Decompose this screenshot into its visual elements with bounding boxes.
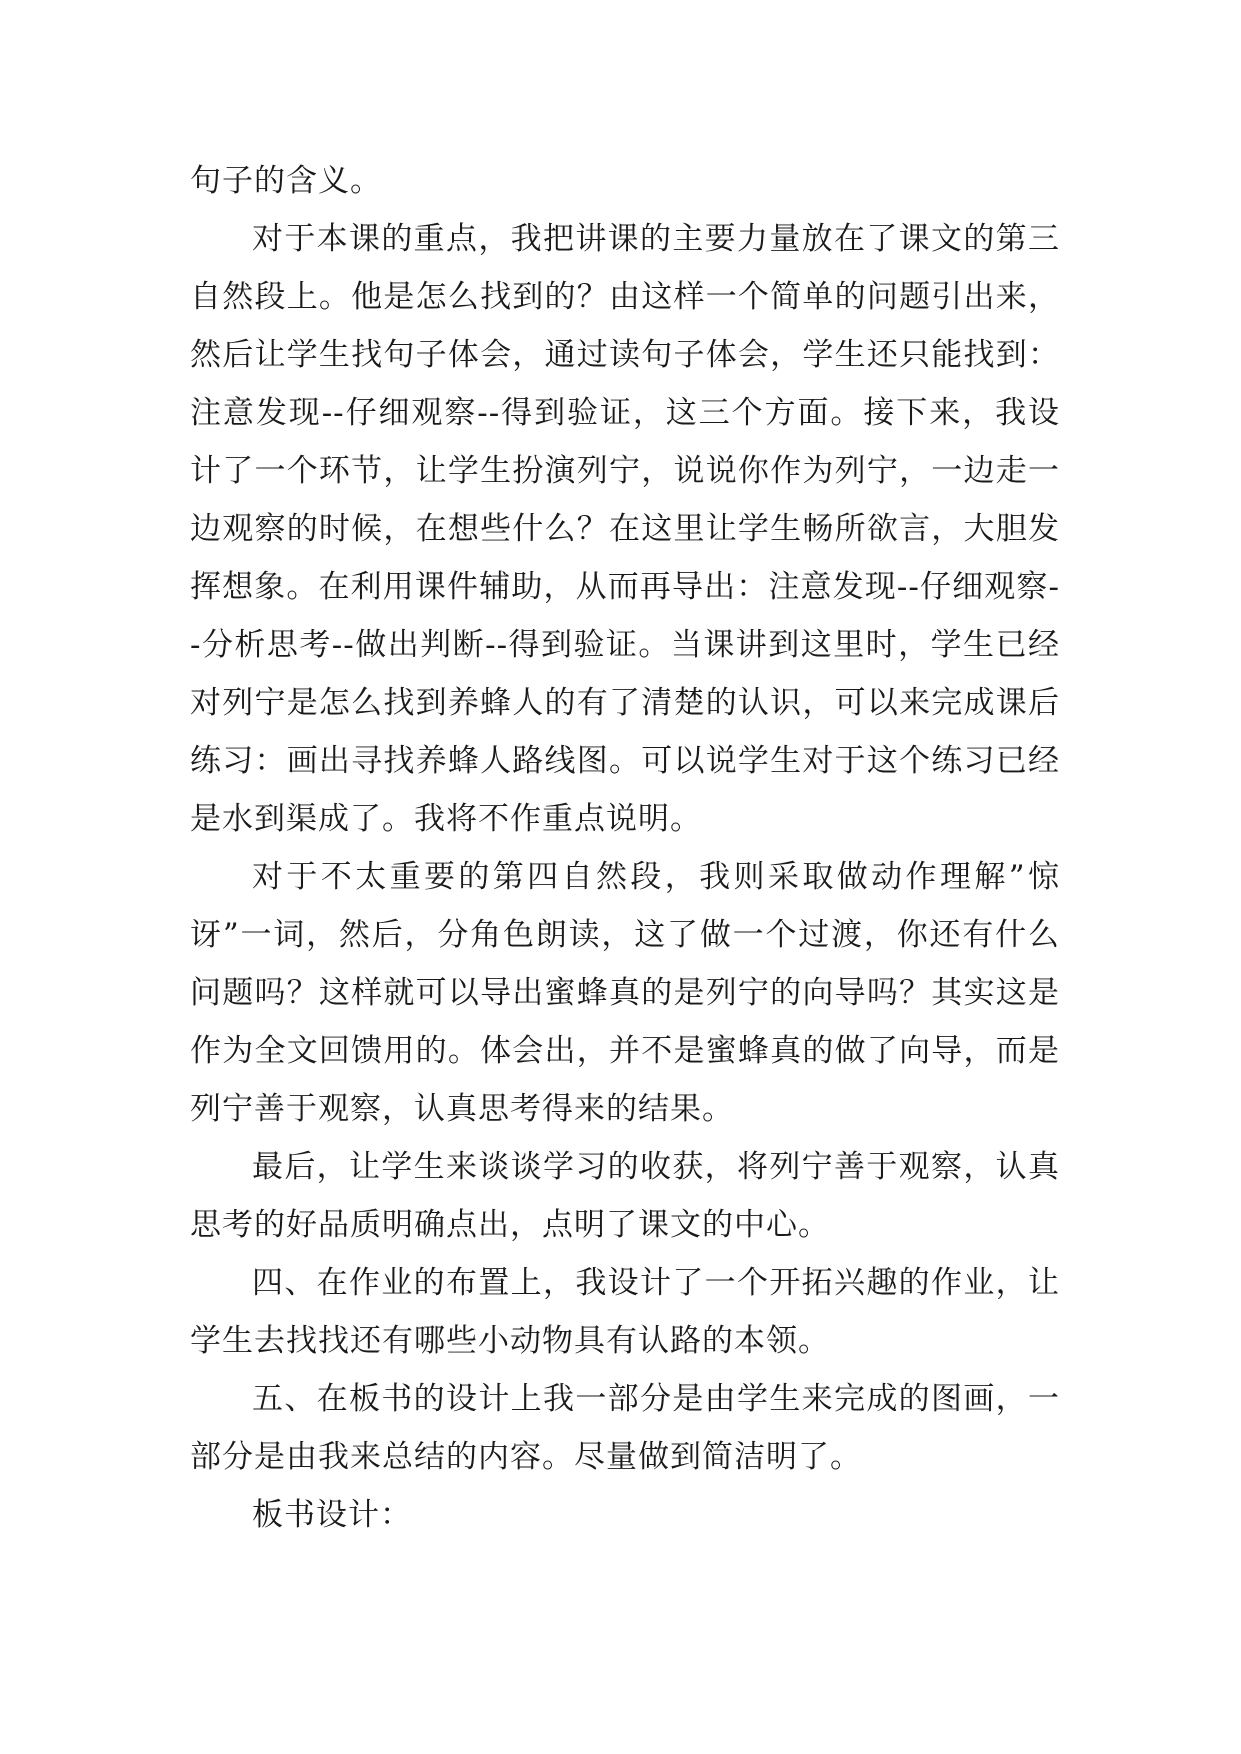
paragraph-key-point: 对于本课的重点，我把讲课的主要力量放在了课文的第三自然段上。他是怎么找到的？由这样一个简单的问题引出来，然后让学生找句子体会，通过读句子体会，学生还只能找到：注意发现--仔细观察--得到验证，这三个方面。接下来，我设计了一个环节，让学生扮演列宁，说说你作为列宁，一边走一边观察的时候，在想些什么？在这里让学生畅所欲言，大胆发挥想象。在利用课件辅助，从而再导出：注意发现--仔细观察--分析思考--做出判断--得到验证。当课讲到这里时，学生已经对列宁是怎么找到养蜂人的有了清楚的认识，可以来完成课后练习：画出寻找养蜂人路线图。可以说学生对于这个练习已经是水到渠成了。我将不作重点说明。 <box>190 221 1060 837</box>
paragraph-blackboard-design-heading: 板书设计： <box>252 1497 412 1533</box>
paragraph-conclusion: 最后，让学生来谈谈学习的收获，将列宁善于观察，认真思考的好品质明确点出，点明了课文的中心。 <box>190 1149 1060 1243</box>
paragraph-continuation: 句子的含义。 <box>190 163 382 199</box>
paragraph-blackboard: 五、在板书的设计上我一部分是由学生来完成的图画，一部分是由我来总结的内容。尽量做到简洁明了。 <box>190 1381 1060 1475</box>
paragraph-fourth-section: 对于不太重要的第四自然段，我则采取做动作理解”惊讶”一词，然后，分角色朗读，这了做一个过渡，你还有什么问题吗？这样就可以导出蜜蜂真的是列宁的向导吗？其实这是作为全文回馈用的。体会出，并不是蜜蜂真的做了向导，而是列宁善于观察，认真思考得来的结果。 <box>190 859 1060 1127</box>
paragraph-homework: 四、在作业的布置上，我设计了一个开拓兴趣的作业，让学生去找找还有哪些小动物具有认路的本领。 <box>190 1265 1060 1359</box>
document-body <box>190 152 1060 1544</box>
